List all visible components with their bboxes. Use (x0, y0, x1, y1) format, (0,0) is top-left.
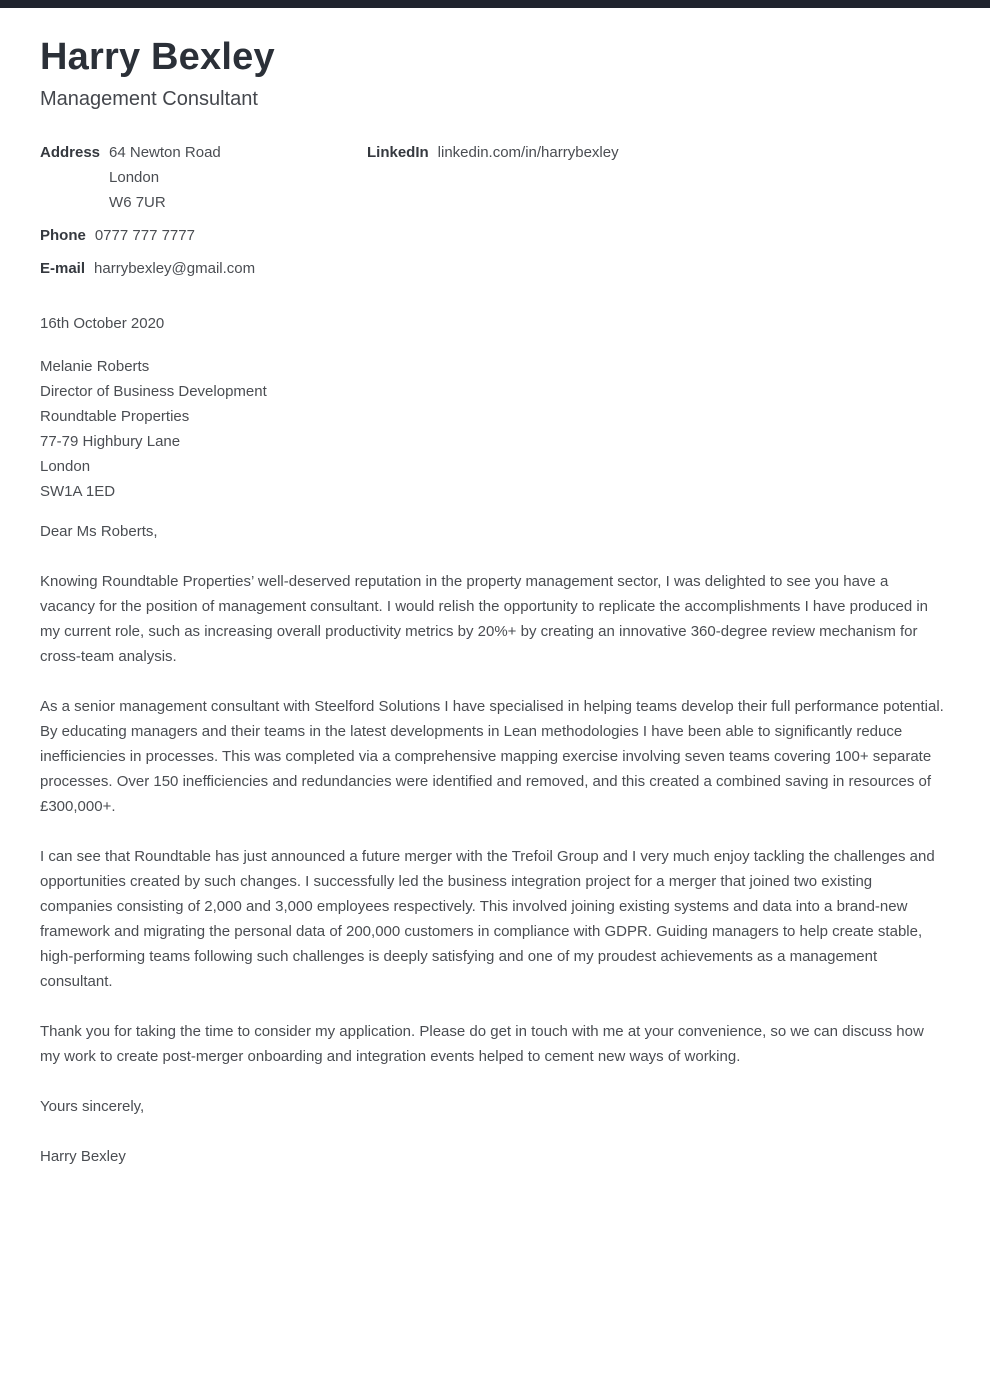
contact-column-right (367, 140, 619, 281)
recipient-postcode: SW1A 1ED (40, 483, 116, 500)
email-value: harrybexley@gmail.com (94, 260, 256, 277)
contact-row-address (40, 140, 367, 215)
address-label: Address (40, 144, 101, 161)
address-line: 64 Newton Road (109, 144, 221, 161)
contact-row-email (40, 256, 367, 281)
signature-name: Harry Bexley (40, 1148, 126, 1165)
date-line: 16th October 2020 (40, 315, 165, 332)
top-accent-bar (0, 0, 990, 8)
salutation: Dear Ms Roberts, (40, 523, 158, 540)
person-name: Harry Bexley (40, 36, 275, 78)
recipient-street: 77-79 Highbury Lane (40, 433, 181, 450)
letter-paragraph: Thank you for taking the time to consider my application. Please do get in touch with me at your convenience, so we can discuss how my work to create post-merger onboarding and integration events helped to cement new ways of working. (40, 1023, 924, 1065)
letter-paragraph: Knowing Roundtable Properties’ well-deserved reputation in the property management sector, I was delighted to see you have a vacancy for the position of management consultant. I would relish the opportunity to replicate the accomplishments I have produced in my current role, such as increasing overall productivity metrics by 20%+ by creating an innovative 360-degree review mechanism for cross-team analysis. (40, 573, 929, 665)
letter-paragraph: I can see that Roundtable has just announced a future merger with the Trefoil Group and I very much enjoy tackling the challenges and opportunities created by such changes. I successfully led the business integration project for a merger that joined two existing companies consisting of 2,000 and 3,000 employees respectively. This involved joining existing systems and data into a brand-new framework and migrating the personal data of 200,000 customers in compliance with GDPR. Guiding managers to help create stable, high-performing teams following such challenges is deeply satisfying and one of my proudest achievements as a management consultant. (40, 848, 935, 990)
address-line: W6 7UR (109, 194, 166, 211)
address-line: London (109, 169, 160, 186)
phone-value: 0777 777 7777 (94, 227, 195, 244)
phone-label: Phone (40, 227, 86, 244)
cover-letter-page (0, 34, 990, 1169)
contact-row-linkedin (367, 140, 619, 165)
recipient-name: Melanie Roberts (40, 358, 150, 375)
contact-column-left (40, 140, 367, 281)
contact-section (40, 140, 947, 281)
linkedin-value: linkedin.com/in/harrybexley (437, 144, 619, 161)
linkedin-label: LinkedIn (367, 144, 429, 161)
recipient-city: London (40, 458, 91, 475)
contact-row-phone (40, 223, 367, 248)
address-values (109, 140, 221, 215)
closing-line: Yours sincerely, (40, 1098, 145, 1115)
recipient-company: Roundtable Properties (40, 408, 190, 425)
letter-paragraph: As a senior management consultant with Steelford Solutions I have specialised in helping teams develop their full performance potential. By educating managers and their teams in the latest developments in Lean methodologies I have been able to significantly reduce inefficiencies in processes. This was completed via a comprehensive mapping exercise involving seven teams covering 100+ separate processes. Over 150 inefficiencies and redundancies were identified and removed, and this created a combined saving in resources of £300,000+. (40, 698, 944, 815)
letter-body (40, 311, 947, 1169)
email-label: E-mail (40, 260, 86, 277)
job-title: Management Consultant (40, 88, 258, 110)
recipient-title: Director of Business Development (40, 383, 267, 400)
recipient-block (40, 354, 947, 504)
